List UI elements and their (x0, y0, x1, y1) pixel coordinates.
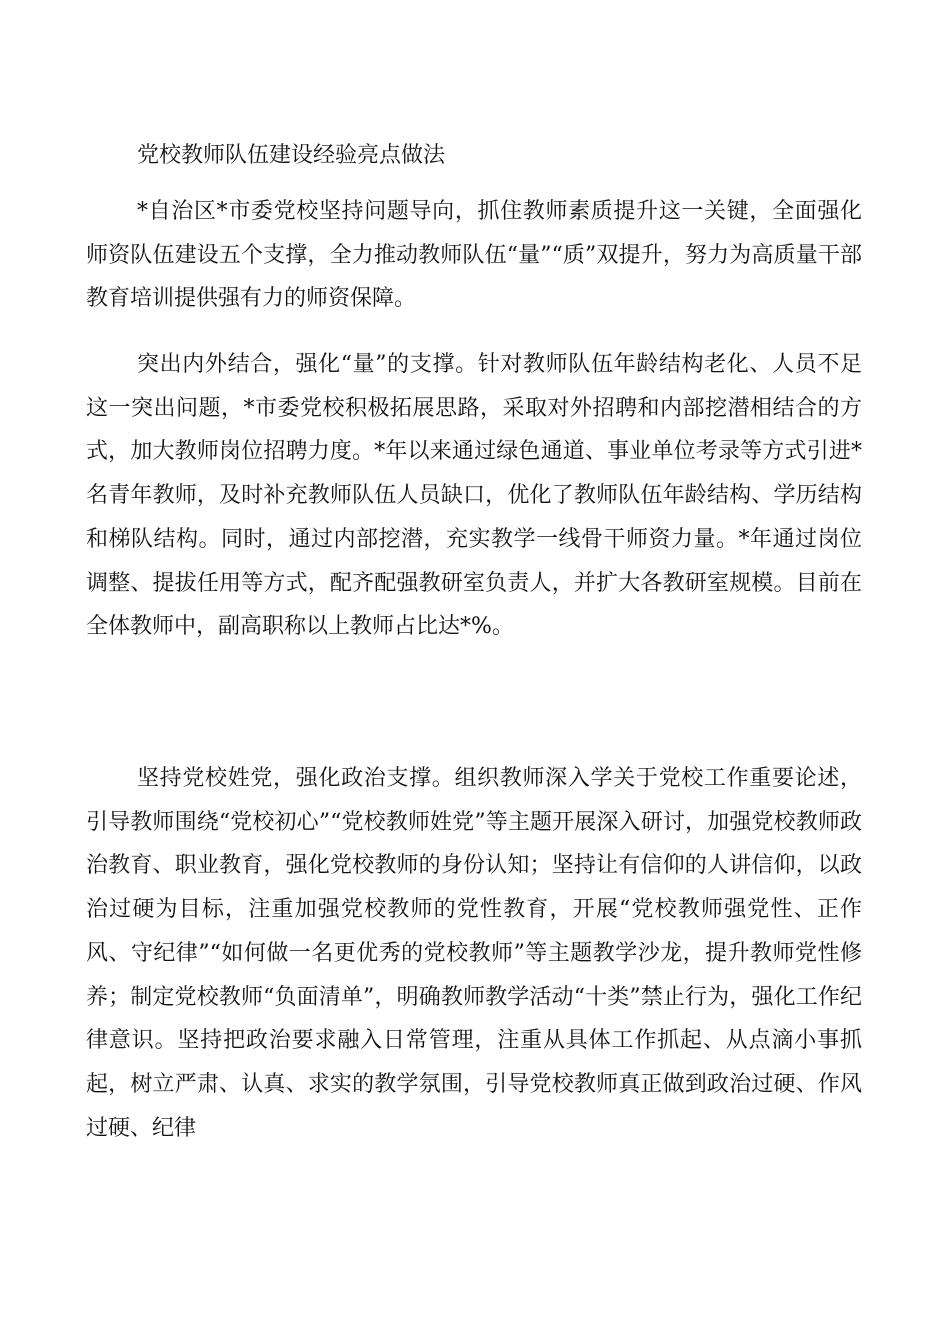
document-title: 党校教师队伍建设经验亮点做法 (137, 143, 446, 168)
paragraph-quantity-support: 突出内外结合，强化“量”的支撑。针对教师队伍年龄结构老化、人员不足这一突出问题，*市委党校积极拓展思路，采取对外招聘和内部挖潜相结合的方式，加大教师岗位招聘力度。*年以来通过绿色通道、事业单位考录等方式引进*名青年教师，及时补充教师队伍人员缺口，优化了教师队伍年龄结构、学历结构和梯队结构。同时，通过内部挖潜，充实教学一线骨干师资力量。*年通过岗位调整、提拔任用等方式，配齐配强教研室负责人，并扩大各教研室规模。目前在全体教师中，副高职称以上教师占比达*%。 (86, 352, 862, 640)
paragraph-political-support: 坚持党校姓党，强化政治支撑。组织教师深入学关于党校工作重要论述，引导教师围绕“党校初心”“党校教师姓党”等主题开展深入研讨，加强党校教师政治教育、职业教育，强化党校教师的身份认知；坚持让有信仰的人讲信仰，以政治过硬为目标，注重加强党校教师的党性教育，开展“党校教师强党性、正作风、守纪律”“如何做一名更优秀的党校教师”等主题教学沙龙，提升教师党性修养；制定党校教师“负面清单”，明确教师教学活动“十类”禁止行为，强化工作纪律意识。坚持把政治要求融入日常管理，注重从具体工作抓起、从点滴小事抓起，树立严肃、认真、求实的教学氛围，引导党校教师真正做到政治过硬、作风过硬、纪律 (86, 766, 862, 1141)
paragraph-intro: *自治区*市委党校坚持问题导向，抓住教师素质提升这一关键，全面强化师资队伍建设五个支撑，全力推动教师队伍“量”“质”双提升，努力为高质量干部教育培训提供强有力的师资保障。 (86, 199, 862, 312)
